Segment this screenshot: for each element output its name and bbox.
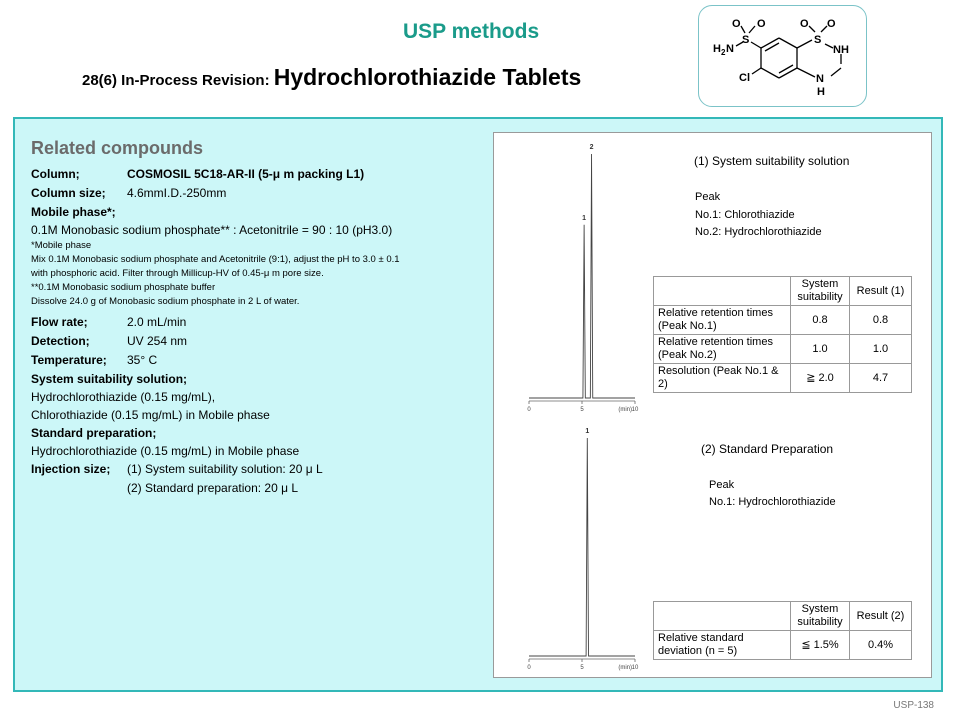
column-label: Column; — [31, 167, 80, 181]
note-mobile-phase-title: *Mobile phase — [31, 240, 92, 251]
table-cell: Relative standard deviation (n = 5) — [654, 631, 791, 660]
chart2-peak-line: No.1: Hydrochlorothiazide — [709, 496, 836, 508]
standard-prep-line: Hydrochlorothiazide (0.15 mg/mL) in Mobile phase — [31, 444, 300, 458]
x-tick-label: 5 — [580, 665, 584, 671]
table-cell: 0.4% — [850, 631, 912, 660]
x-tick-label: 10 — [631, 407, 639, 413]
note-buffer-title: **0.1M Monobasic sodium phosphate buffer — [31, 282, 216, 293]
injection-size-label: Injection size; — [31, 462, 111, 476]
note-mobile-phase-text: with phosphoric acid. Filter through Millicup-HV of 0.45-μ m pore size. — [31, 268, 324, 279]
table-header-cell — [654, 277, 791, 306]
atom-n: N — [816, 73, 824, 85]
x-tick-label: 5 — [580, 407, 584, 413]
table-header-cell: Result (1) — [850, 277, 912, 306]
chart1-title: (1) System suitability solution — [694, 154, 850, 168]
detection-label: Detection; — [31, 334, 90, 348]
peak-label: 2 — [589, 144, 594, 151]
table-row — [654, 364, 912, 393]
atom-o: O — [827, 18, 836, 30]
table-cell: 0.8 — [850, 306, 912, 335]
table-row — [654, 306, 912, 335]
atom-s: S — [742, 34, 750, 46]
atom-subscript: 2 — [721, 48, 726, 57]
table-cell: 0.8 — [791, 306, 850, 335]
chromatogram-trace — [529, 154, 635, 398]
x-tick-label: 10 — [631, 665, 639, 671]
method-details — [31, 138, 486, 498]
results-table-1 — [653, 276, 912, 393]
system-suitability-label: System suitability solution; — [31, 372, 188, 386]
atom-h: H — [713, 43, 721, 55]
results-table-2 — [653, 601, 912, 660]
table-cell: ≦ 1.5% — [791, 631, 850, 660]
chart2-peak-heading: Peak — [709, 479, 735, 491]
x-tick-label: 0 — [527, 407, 531, 413]
revision-prefix: 28(6) In-Process Revision: — [82, 72, 274, 89]
table-row — [654, 631, 912, 660]
injection-size-line: (1) System suitability solution: 20 μ L — [127, 462, 323, 476]
monograph-title: Hydrochlorothiazide Tablets — [273, 64, 582, 90]
temperature-label: Temperature; — [31, 353, 107, 367]
chart2-title: (2) Standard Preparation — [701, 442, 834, 456]
x-axis-label: (min) — [618, 407, 632, 413]
detection-value: UV 254 nm — [127, 334, 188, 348]
note-mobile-phase-text: Mix 0.1M Monobasic sodium phosphate and Acetonitrile (9:1), adjust the pH to 3.0 ± 0.1 — [31, 254, 400, 265]
chart1-peak-line: No.2: Hydrochlorothiazide — [695, 226, 822, 238]
table-header-cell: System suitability — [791, 277, 850, 306]
x-axis-label: (min) — [618, 665, 632, 671]
chart1-peak-line: No.1: Chlorothiazide — [695, 209, 795, 221]
table-cell: Resolution (Peak No.1 & 2) — [654, 364, 791, 393]
structure-diagram — [699, 6, 866, 106]
atom-s: S — [814, 34, 822, 46]
peak-label: 1 — [582, 214, 587, 222]
section-heading: Related compounds — [31, 138, 204, 158]
table-cell: Relative retention times (Peak No.1) — [654, 306, 791, 335]
page-title: USP methods — [403, 20, 540, 43]
chemical-structure — [698, 5, 867, 107]
table-cell: 1.0 — [850, 335, 912, 364]
table-cell: 1.0 — [791, 335, 850, 364]
temperature-value: 35° C — [127, 353, 158, 367]
mobile-phase-label: Mobile phase*; — [31, 205, 116, 219]
column-size-label: Column size; — [31, 186, 106, 200]
table-header-cell: Result (2) — [850, 602, 912, 631]
note-buffer-text: Dissolve 24.0 g of Monobasic sodium phosphate in 2 L of water. — [31, 296, 300, 307]
mobile-phase-value: 0.1M Monobasic sodium phosphate** : Acetonitrile = 90 : 10 (pH3.0) — [31, 223, 393, 237]
atom-o: O — [757, 18, 766, 30]
atom-nh: NH — [833, 44, 849, 56]
column-value: COSMOSIL 5C18-AR-II (5-μ m packing L1) — [127, 167, 365, 181]
system-suitability-line: Hydrochlorothiazide (0.15 mg/mL), — [31, 390, 216, 404]
table-cell: ≧ 2.0 — [791, 364, 850, 393]
table-cell: 4.7 — [850, 364, 912, 393]
table-header-cell: System suitability — [791, 602, 850, 631]
chart1-peak-heading: Peak — [695, 191, 721, 203]
column-size-value: 4.6mmI.D.-250mm — [127, 186, 227, 200]
chromatogram-trace — [529, 438, 635, 656]
x-tick-label: 0 — [527, 665, 531, 671]
atom-n: N — [726, 43, 734, 55]
table-header-cell — [654, 602, 791, 631]
revision-title — [82, 64, 581, 91]
atom-cl: Cl — [739, 72, 750, 84]
page-number: USP-138 — [893, 700, 934, 711]
atom-h: H — [817, 86, 825, 98]
table-cell: Relative retention times (Peak No.2) — [654, 335, 791, 364]
atom-o: O — [732, 18, 741, 30]
peak-label: 1 — [585, 428, 590, 435]
system-suitability-line: Chlorothiazide (0.15 mg/mL) in Mobile phase — [31, 408, 270, 422]
injection-size-line: (2) Standard preparation: 20 μ L — [127, 481, 299, 495]
flow-rate-value: 2.0 mL/min — [127, 315, 187, 329]
standard-prep-label: Standard preparation; — [31, 426, 157, 440]
table-row — [654, 335, 912, 364]
flow-rate-label: Flow rate; — [31, 315, 88, 329]
atom-o: O — [800, 18, 809, 30]
